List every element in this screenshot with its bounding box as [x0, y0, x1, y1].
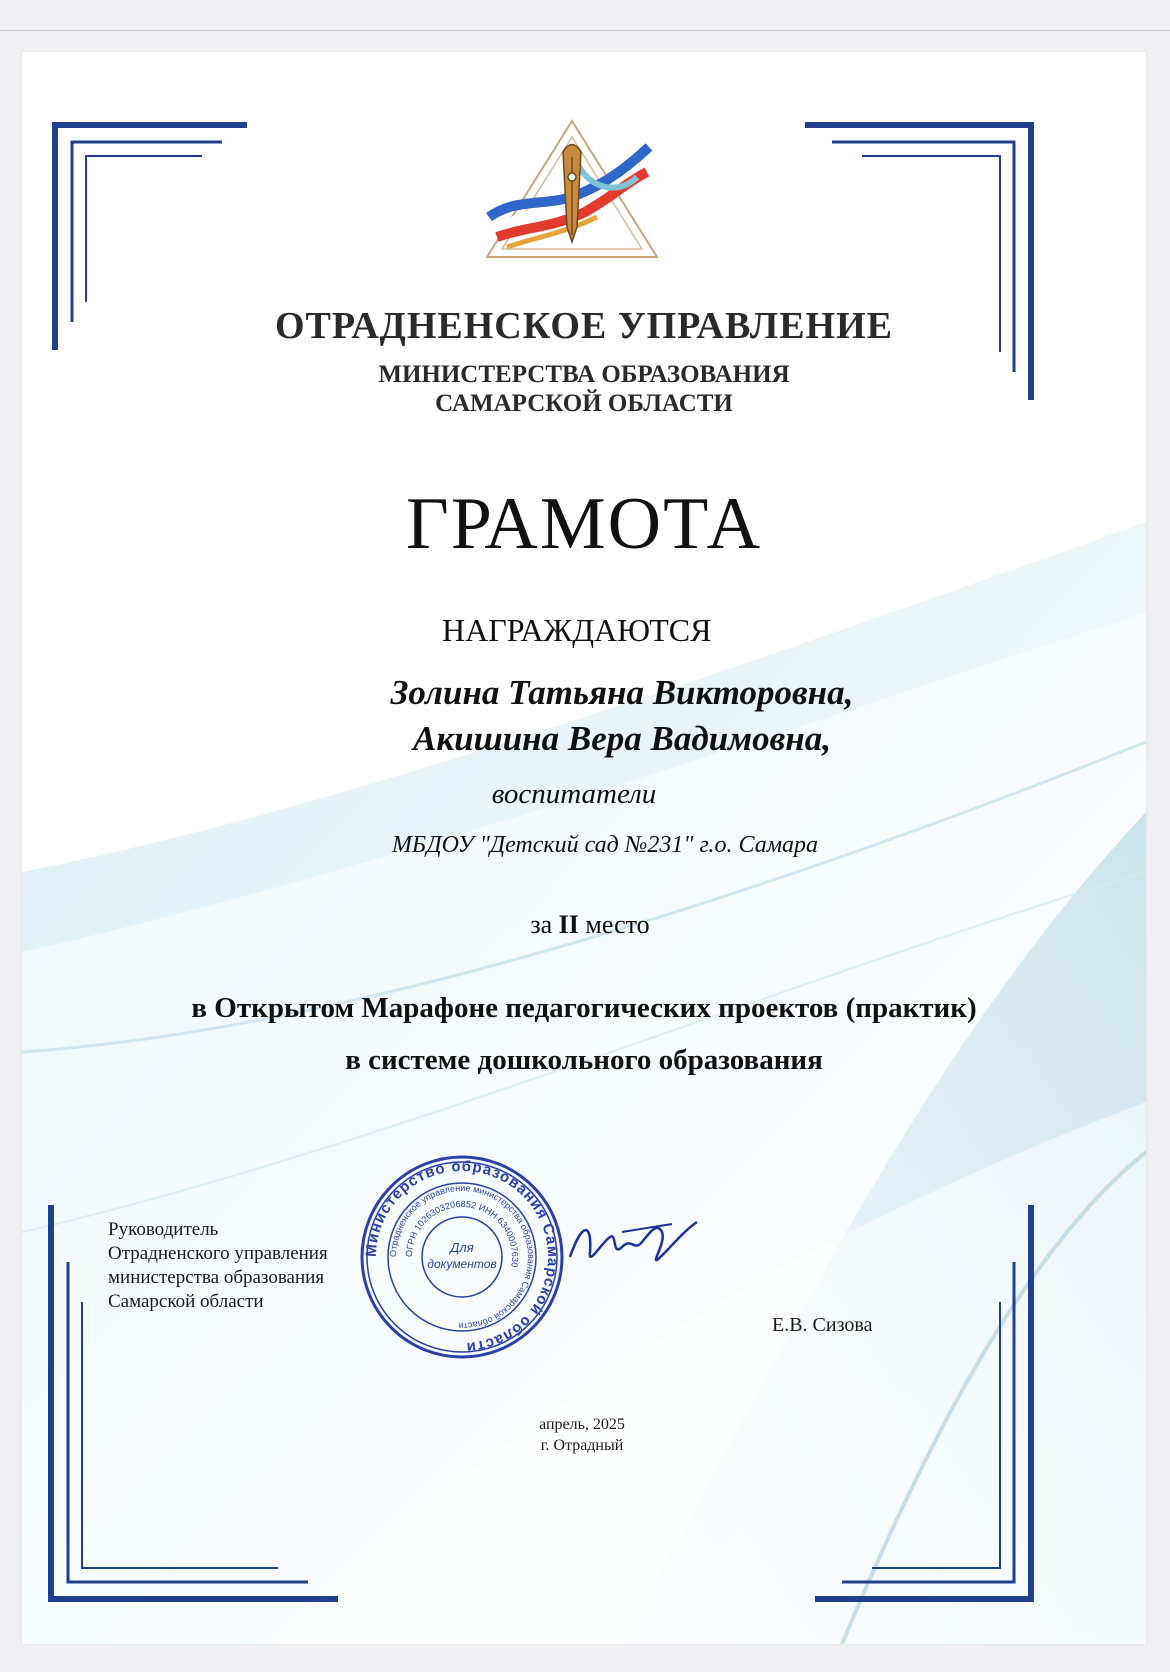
document-title: ГРАМОТА	[405, 483, 763, 565]
footer-city: г. Отрадный	[540, 1437, 624, 1454]
recipient-name: Золина Татьяна Викторовна,	[390, 673, 854, 712]
certificate-page	[22, 52, 1146, 1644]
frame-corner-bottom-right	[812, 1202, 1034, 1602]
recipient-name: Акишина Вера Вадимовна,	[413, 719, 831, 758]
award-text: НАГРАЖДАЮТСЯ	[442, 612, 712, 648]
recipient-role: воспитатели	[491, 778, 657, 810]
round-seal	[357, 1152, 567, 1362]
signatory-position-line: министерства образования	[108, 1267, 325, 1288]
event-line1: в Открытом Марафоне педагогических проектов (практик)	[191, 992, 977, 1024]
stamp-center-line1: Для	[450, 1240, 474, 1255]
signatory-position-line: Руководитель	[108, 1219, 219, 1240]
place-rank: II	[558, 910, 579, 939]
organization-line1: ОТРАДНЕНСКОЕ УПРАВЛЕНИЕ	[274, 305, 893, 347]
stamp-center-line2: документов	[427, 1257, 497, 1271]
stamp-outer-text: Министерство образования Самарской области	[362, 1157, 562, 1357]
organization-line3: САМАРСКОЙ ОБЛАСТИ	[435, 390, 733, 417]
stamp-ogrn-text: ОГРН 1026303206852 ИНН 6340007630	[403, 1198, 521, 1269]
footer	[502, 1414, 662, 1456]
place-suffix: место	[585, 910, 650, 939]
organization-line2: МИНИСТЕРСТВА ОБРАЗОВАНИЯ	[378, 361, 790, 388]
recipients	[322, 670, 922, 762]
signatory-position-line: Отрадненского управления	[108, 1243, 328, 1264]
signatory-position-line: Самарской области	[108, 1291, 264, 1312]
organization-subtitle	[22, 360, 1146, 418]
place-text	[472, 910, 708, 940]
place-prefix: за	[530, 910, 553, 939]
handwritten-signature	[562, 1202, 702, 1282]
pen-nib-flag-logo	[477, 117, 667, 267]
signatory-name: Е.В. Сизова	[772, 1314, 873, 1336]
institution: МБДОУ "Детский сад №231" г.о. Самара	[391, 832, 819, 858]
signatory-position	[108, 1218, 328, 1314]
top-divider	[0, 30, 1170, 31]
stamp-inner-text: Отрадненское управление министерства образования Самарской области	[387, 1182, 537, 1332]
event-line2: в системе дошкольного образования	[345, 1044, 823, 1076]
footer-date: апрель, 2025	[539, 1416, 625, 1433]
event-title	[22, 982, 1146, 1086]
